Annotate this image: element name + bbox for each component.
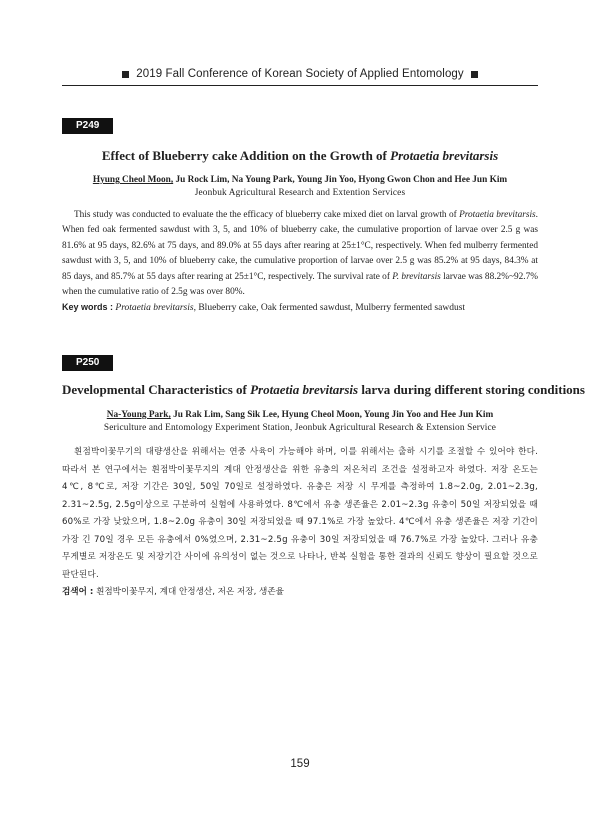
keywords-text: , Blueberry cake, Oak fermented sawdust, Mulberry fermented sawdust: [193, 303, 466, 314]
keywords-label: 검색어 :: [62, 587, 94, 597]
affiliation: Sericulture and Entomology Experiment Station, Jeonbuk Agricultural Research & Extension Service: [103, 423, 497, 433]
abstract-id-badge: P250: [62, 355, 113, 371]
co-authors: Ju Rak Lim, Sang Sik Lee, Hyung Cheol Moon, Young Jin Yoo and Hee Jun Kim: [170, 410, 494, 420]
body-text: . When fed oak fermented sawdust with 3, 5, and 10% of blueberry cake, the cumulative proportion of larvae over 2.5 g was 81.6% at 95 days, 82.6% at 75 days, and 89.0% at 55 days after rearing at 25±1°C, respectively. When fed mulberry fermented sawdust with 3, 5, and 10% of blueberry cake, the cumulative proportion of larvae over 2.5 g was 85.2% at 95 days, 84.3% at 85 days, and 85.7% at 55 days after rearing at 25±1°C, respectively. The survival rate of: [62, 210, 538, 282]
author-list: [62, 174, 538, 187]
title-species: Protaetia brevitarsis: [390, 148, 499, 163]
bullet-square-icon: [122, 71, 129, 78]
abstract-title: [62, 382, 585, 398]
title-text: Effect of Blueberry cake Addition on the Growth of: [101, 148, 391, 163]
running-header: [62, 63, 538, 85]
body-text: This study was conducted to evaluate the the efficacy of blueberry cake mixed diet on larval growth of: [74, 210, 460, 220]
title-text: Developmental Characteristics of: [62, 382, 251, 397]
title-text-suffix: larva during different storing conditions: [358, 382, 585, 397]
abstract-id-badge: P249: [62, 118, 113, 134]
abstract-body: 흰점박이꽃무기의 대량생산을 위해서는 연중 사육이 가능해야 하며, 이를 위해서는 출하 시기를 조절할 수 있어야 한다. 따라서 본 연구에서는 흰점박이꽃무지의 계대 안정생산을 위한 유충의 저온처리 조건을 설정하고자 하였다. 저장 온도는 4℃, 8℃로, 저장 기간은 30일, 50일 70일로 설정하였다. 유충은 저장 시 무게를 측정하여 1.8~2.0g, 2.01~2.3g, 2.31~2.5g, 2.5g이상으로 구분하여 실험에 사용하였다. 8℃에서 유충 생존율은 2.01~2.3g 유충이 50일 저장되었을 때 60%로 가장 낮았으며, 1.8~2.0g 유충이 30일 저장되었을 때 97.1%로 가장 높았다. 4℃에서 유충 생존율은 저장 기간이 가장 긴 70일 경우 모든 유충에서 0%였으며, 2.31~2.5g 유충이 30일 저장되었을 때 76.7%로 가장 높았다. 그러나 유충 무게별로 저장온도 및 저장기간 사이에 유의성이 없는 것으로 나타나, 반복 실험을 통한 결과의 신뢰도 향상이 필요할 것으로 판단된다.: [62, 447, 538, 580]
co-authors: Ju Rock Lim, Na Young Park, Young Jin Yoo, Hyong Gwon Chon and Hee Jun Kim: [173, 175, 508, 185]
keywords-label: Key words :: [62, 302, 114, 313]
conference-title: 2019 Fall Conference of Korean Society of Applied Entomology: [136, 68, 464, 80]
body-species: Protaetia brevitarsis: [459, 210, 536, 220]
keyword-species: Protaetia brevitarsis: [113, 303, 194, 314]
header-rule: [62, 85, 538, 86]
affiliation: Jeonbuk Agricultural Research and Extention Services: [194, 188, 406, 198]
page-number: 159: [290, 758, 310, 770]
bullet-square-icon: [471, 71, 478, 78]
body-text: larvae was 88.2%~92.7% when the cumulative ratio of 2.5g was over 80%.: [62, 271, 538, 298]
keywords: [62, 300, 538, 316]
title-species: Protaetia brevitarsis: [250, 382, 359, 397]
abstract-p249: [62, 115, 538, 316]
author-list: [62, 409, 538, 422]
abstract-body: [62, 208, 538, 300]
body-species: P. brevitarsis: [392, 271, 441, 282]
keywords-text: 흰점박이꽃무지, 계대 안정생산, 저온 저장, 생존율: [93, 587, 284, 597]
presenting-author: Hyung Cheol Moon,: [92, 175, 174, 185]
presenting-author: Na-Young Park,: [106, 410, 171, 420]
abstract-title: [62, 148, 538, 164]
abstract-p250: [62, 352, 585, 600]
keywords: [62, 584, 538, 600]
